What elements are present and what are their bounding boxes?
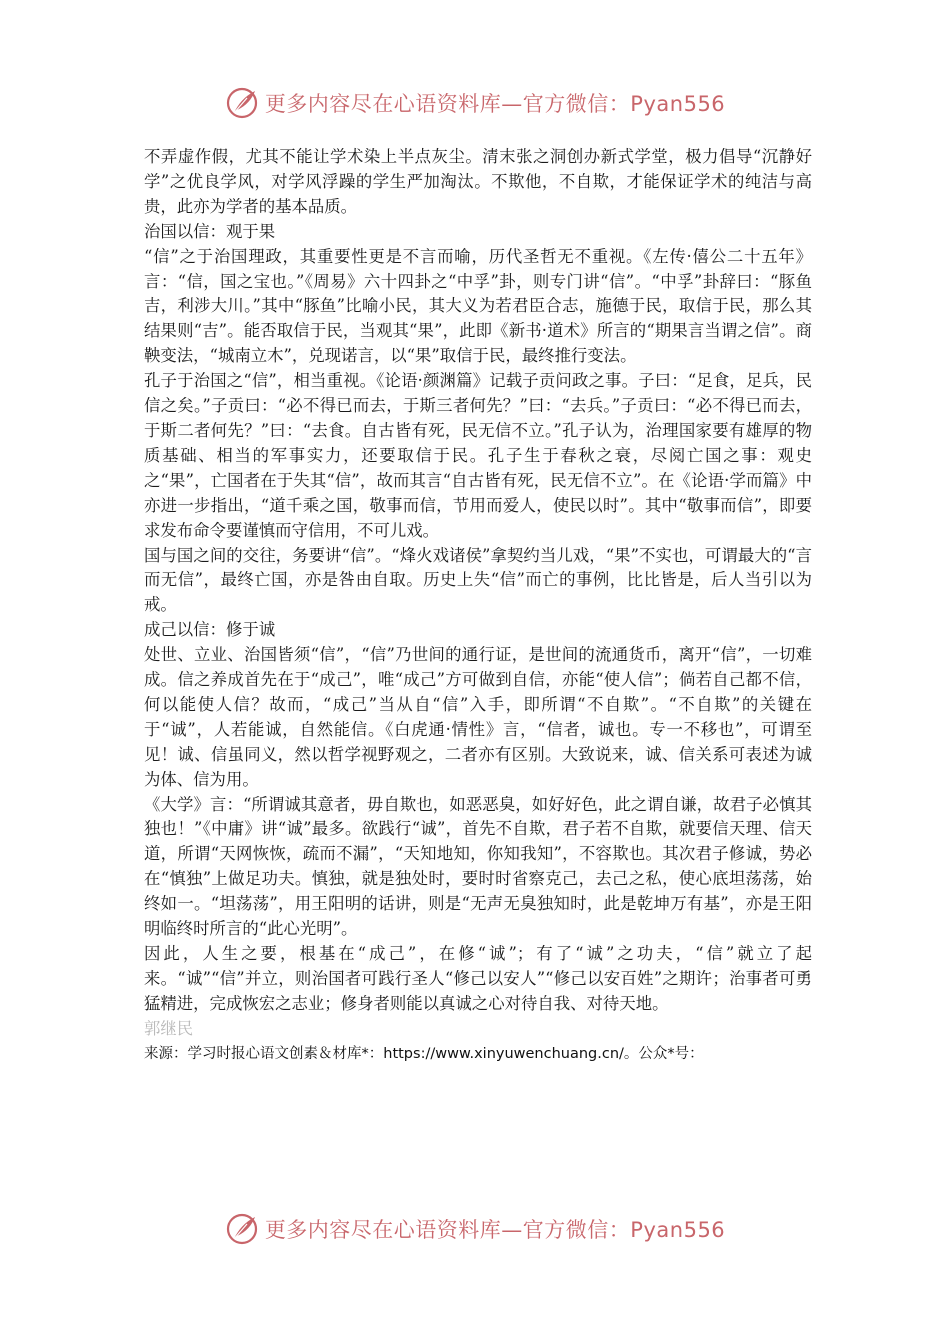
paragraph: 国与国之间的交往，务要讲“信”。“烽火戏诸侯”拿契约当儿戏，“果”不实也，可谓最大的“言而无信”，最终亡国，亦是咎由自取。历史上失“信”而亡的事例，比比皆是，后人当引以为戒。: [144, 545, 812, 615]
paragraph: “信”之于治国理政，其重要性更是不言而喻，历代圣哲无不重视。《左传·僖公二十五年》言：“信，国之宝也。”《周易》六十四卦之“中孚”卦，则专门讲“信”。“中孚”卦辞曰：“豚鱼吉，利涉大川。”其中“豚鱼”比喻小民，其大义为若君臣合志，施德于民，取信于民，那么其结果则“吉”。能否取信于民，当观其“果”，此即《新书·道术》所言的“期果言当谓之信”。商鞅变法，“城南立木”，兑现诺言，以“果”取信于民，最终推行变法。: [144, 246, 812, 366]
banner-text: 更多内容尽在心语资料库—官方微信：Pyan556: [264, 92, 726, 116]
section-heading: 治国以信：观于果: [144, 221, 276, 241]
section-heading: 成己以信：修于诚: [144, 620, 276, 640]
paragraph: 因此，人生之要，根基在“成己”，在修“诚”；有了“诚”之功夫，“信”就立了起来。“诚”“信”并立，则治国者可践行圣人“修己以安人”“修己以安百姓”之期许；治事者可勇猛精进，完成恢宏之志业；修身者则能以真诚之心对待自我、对待天地。: [144, 944, 812, 1013]
article-body: [144, 145, 812, 1067]
author-name: 郭继民: [144, 1018, 194, 1038]
feather-pen-icon: [225, 1212, 259, 1246]
feather-pen-icon: [225, 86, 259, 120]
paragraph: 孔子于治国之“信”，相当重视。《论语·颜渊篇》记载子贡问政之事。子曰：“足食，足兵，民信之矣。”子贡曰：“必不得已而去，于斯三者何先？”曰：“去兵。”子贡曰：“必不得已而去，于斯二者何先？”曰：“去食。自古皆有死，民无信不立。”孔子认为，治理国家要有雄厚的物质基础、相当的军事实力，还要取信于民。孔子生于春秋之衰，尽阅亡国之事：观史之“果”，亡国者在于失其“信”，故而其言“自古皆有死，民无信不立”。在《论语·学而篇》中亦进一步指出，“道千乘之国，敬事而信，节用而爱人，使民以时”。其中“敬事而信”，即要求发布命令要谨慎而守信用，不可儿戏。: [144, 371, 812, 540]
paragraph: 《大学》言：“所谓诚其意者，毋自欺也，如恶恶臭，如好好色，此之谓自谦，故君子必慎其独也！”《中庸》讲“诚”最多。欲践行“诚”，首先不自欺，君子若不自欺，就要信天理、信天道，所谓“天网恢恢，疏而不漏”，“天知地知，你知我知”，不容欺也。其次君子修诚，势必在“慎独”上做足功夫。慎独，就是独处时，要时时省察克己，去己之私，使心底坦荡荡，始终如一。“坦荡荡”，用王阳明的话讲，则是“无声无臭独知时，此是乾坤万有基”，亦是王阳明临终时所言的“此心光明”。: [144, 794, 812, 939]
banner-text: 更多内容尽在心语资料库—官方微信：Pyan556: [264, 1218, 726, 1242]
paragraph: 处世、立业、治国皆须“信”，“信”乃世间的通行证，是世间的流通货币，离开“信”，一切难成。信之养成首先在于“成己”，唯“成己”方可做到自信，亦能“使人信”；倘若自己都不信，何以能使人信？故而，“成己”当从自“信”入手，即所谓“不自欺”。“不自欺”的关键在于“诚”，人若能诚，自然能信。《白虎通·情性》言，“信者，诚也。专一不移也”，可谓至见！诚、信虽同义，然以哲学视野观之，二者亦有区别。大致说来，诚、信关系可表述为诚为体、信为用。: [144, 645, 812, 789]
source-line: 来源：学习时报心语文创素＆材库*：https://www.xinyuwenchuang.cn/。公众*号：: [144, 1045, 704, 1062]
header-banner: [0, 78, 950, 128]
paragraph: 不弄虚作假，尤其不能让学术染上半点灰尘。清末张之洞创办新式学堂，极力倡导“沉静好学”之优良学风，对学风浮躁的学生严加淘汰。不欺他，不自欺，才能保证学术的纯洁与高贵，此亦为学者的基本品质。: [144, 147, 812, 216]
footer-banner: [0, 1204, 950, 1254]
